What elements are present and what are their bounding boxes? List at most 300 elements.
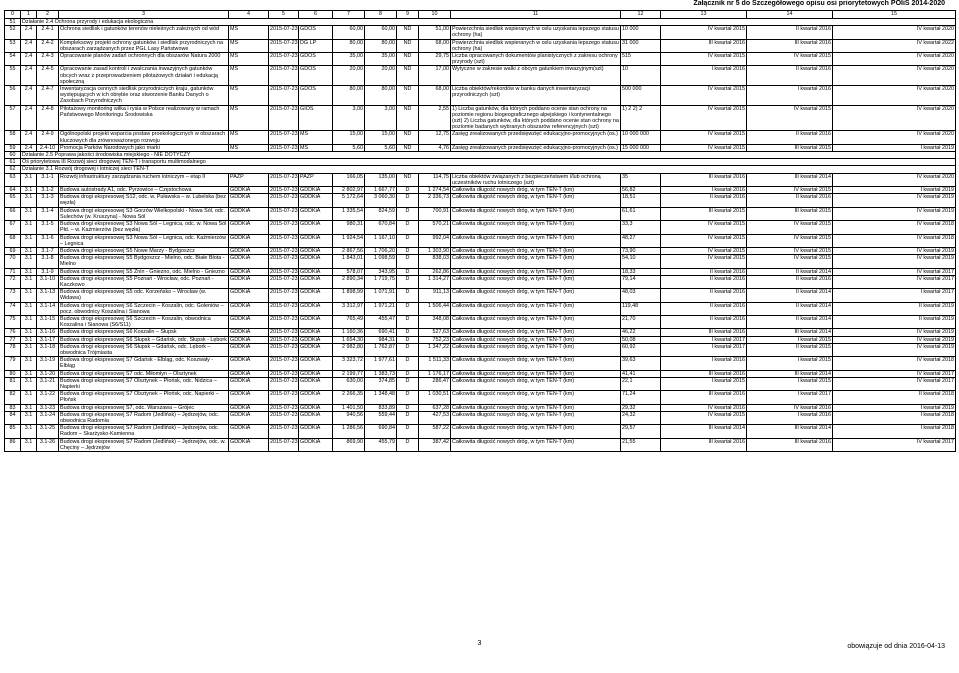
- table-cell: IV kwartał 2015: [661, 86, 747, 106]
- table-cell: 69: [5, 247, 21, 254]
- table-cell: 3.1-18: [37, 343, 59, 356]
- table-cell: 833,89: [365, 404, 397, 411]
- table-cell: 2 802,97: [333, 187, 365, 194]
- page-number: 3: [477, 640, 482, 647]
- table-cell: D: [397, 302, 419, 315]
- table-cell: 3.1-5: [37, 221, 59, 234]
- table-cell: 72: [5, 275, 21, 288]
- table-cell: Całkowita długość nowych dróg, w tym TEN-T (km): [451, 268, 621, 275]
- table-cell: IV kwartał 2017: [833, 275, 956, 288]
- table-cell: 752,23: [419, 336, 451, 343]
- table-cell: 80,00: [365, 39, 397, 52]
- table-cell: GDDKiA: [229, 207, 269, 220]
- table-cell: GDDKiA: [299, 302, 333, 315]
- table-cell: 1 176,17: [419, 370, 451, 377]
- table-cell: 2015-07-23: [269, 289, 299, 302]
- table-cell: 2015-07-23: [269, 357, 299, 370]
- table-cell: 3.1: [21, 357, 37, 370]
- table-row: [5, 173, 956, 186]
- table-cell: 3.1: [21, 425, 37, 438]
- table-cell: GDDKiA: [299, 438, 333, 451]
- table-cell: I kwartał 2015: [747, 336, 833, 343]
- table-cell: 10 000: [621, 26, 661, 39]
- table-cell: IV kwartał 2017: [833, 438, 956, 451]
- section-title: Oś priorytetowa III Rozwój sieci drogowej TEN-T i transportu multimodalnego: [21, 159, 956, 166]
- table-row: [5, 53, 956, 66]
- table-cell: IV kwartał 2015: [661, 144, 747, 151]
- table-cell: 15,00: [333, 131, 365, 144]
- table-cell: 559,44: [365, 411, 397, 424]
- table-cell: GDDKiA: [299, 187, 333, 194]
- table-cell: 3.1: [21, 343, 37, 356]
- table-cell: I kwartał 2015: [747, 357, 833, 370]
- table-cell: 4,76: [419, 144, 451, 151]
- table-cell: 2015-07-23: [270, 187, 298, 194]
- table-cell: Całkowita długość nowych dróg, w tym TEN-T (km): [451, 255, 621, 268]
- table-cell: GDDKiA: [229, 438, 269, 451]
- table-cell: Budowa drogi ekspresowej S7 Olsztynek – Płońsk, odc. Napierki – Płońsk: [59, 391, 229, 404]
- table-cell: D: [397, 275, 419, 288]
- table-cell: Powierzchnia siedlisk wspieranych w celu uzyskania lepszego statusu ochrony (ha): [452, 39, 619, 52]
- table-cell: 39,63: [621, 357, 661, 370]
- table-cell: 55: [5, 66, 21, 86]
- table-cell: 500 000: [621, 86, 661, 106]
- table-cell: 5,60: [365, 144, 397, 151]
- table-cell: IV kwartał 2015: [747, 234, 833, 247]
- header-note: Załącznik nr 5 do Szczegółowego opisu osi priorytetowych POIiŚ 2014-2020: [693, 0, 945, 7]
- table-cell: GDDKiA: [229, 377, 269, 390]
- table-cell: 64: [5, 187, 21, 194]
- table-cell: Budowa drogi ekspresowej S12, odc. w. Puławska – w. Lubelska (bez węzła): [59, 194, 229, 207]
- table-cell: GDDKiA: [299, 404, 333, 411]
- table-cell: 54,10: [621, 255, 661, 268]
- table-cell: Zasięg zrealizowanych przedsięwzięć edukacyjno-promocyjnych (os.): [451, 144, 621, 151]
- table-cell: GDDKiA: [299, 336, 333, 343]
- table-cell: 387,42: [419, 438, 451, 451]
- table-cell: D: [397, 234, 419, 247]
- table-cell: 68,00: [419, 39, 451, 52]
- table-cell: 1 383,73: [365, 370, 397, 377]
- table-cell: MŚ: [229, 39, 269, 52]
- table-cell: 75: [5, 315, 21, 328]
- table-cell: 3.1-8: [37, 255, 59, 268]
- table-cell: Promocja Parków Narodowych jako marki: [59, 144, 229, 151]
- table-cell: 77: [5, 336, 21, 343]
- table-cell: II kwartał 2014: [747, 289, 833, 302]
- table-cell: I kwartał 2016: [747, 86, 833, 106]
- table-cell: GDDKiA: [229, 275, 269, 288]
- table-cell: 1 286,56: [333, 425, 365, 438]
- table-cell: Rozwój infrastruktury zarządzania ruchem lotniczym – etap II: [59, 173, 229, 186]
- table-cell: 515: [621, 53, 661, 66]
- table-cell: II kwartał 2014: [747, 315, 833, 328]
- table-cell: 3.1: [21, 329, 37, 336]
- table-cell: 41,41: [621, 370, 661, 377]
- table-cell: 2.4-5: [37, 66, 59, 86]
- table-cell: III kwartał 2016: [661, 391, 747, 404]
- table-cell: GDDKiA: [299, 275, 333, 288]
- table-cell: I kwartał 2015: [747, 377, 833, 390]
- table-cell: GDDKiA: [229, 357, 269, 370]
- table-cell: I kwartał 2015: [661, 377, 747, 390]
- table-cell: 2015-07-23: [269, 86, 299, 106]
- table-cell: II kwartał 2016: [747, 194, 833, 207]
- table-cell: 570,21: [419, 221, 451, 234]
- table-cell: GDDKiA: [229, 391, 269, 404]
- table-cell: 3.1-23: [37, 404, 59, 411]
- table-cell: 911,13: [419, 289, 451, 302]
- table-cell: IV kwartał 2018: [833, 234, 956, 247]
- table-row: [5, 268, 956, 275]
- table-row: [5, 234, 956, 247]
- table-cell: II kwartał 2016: [747, 26, 833, 39]
- table-cell: D: [397, 289, 419, 302]
- table-cell: 82: [5, 391, 21, 404]
- table-cell: 2.4: [21, 26, 37, 39]
- table-cell: I kwartał 2016: [661, 66, 747, 86]
- table-cell: 66: [5, 207, 21, 220]
- table-cell: 2015-07-23: [269, 173, 299, 186]
- table-cell: 61,61: [621, 207, 661, 220]
- table-cell: 1 706,20: [365, 247, 397, 254]
- table-cell: GDOŚ: [299, 26, 333, 39]
- table-cell: 1 160,36: [333, 329, 365, 336]
- table-cell: MŚ: [229, 105, 269, 131]
- table-cell: GDDKiA: [229, 194, 269, 207]
- table-cell: II kwartał 2016: [747, 66, 833, 86]
- table-cell: GDDKiA: [299, 194, 333, 207]
- table-cell: IV kwartał 2019: [833, 343, 956, 356]
- table-cell: GDDKiA: [229, 425, 269, 438]
- table-cell: IV kwartał 2015: [661, 221, 747, 234]
- table-cell: IV kwartał 2015: [661, 105, 747, 131]
- table-cell: 51,00: [419, 26, 451, 39]
- table-cell: GDDKiA: [299, 329, 333, 336]
- table-cell: D: [397, 370, 419, 377]
- table-cell: 824,59: [365, 207, 397, 220]
- table-cell: 1 347,22: [419, 343, 451, 356]
- table-cell: GDDKiA: [299, 221, 333, 234]
- table-cell: Budowa drogi ekspresowej S3 Gorzów Wielkopolski - Nowa Sól, odc. Sulechów (w. Kruszyna) - Nowa Sól: [59, 207, 229, 220]
- column-header: 11: [451, 11, 621, 19]
- table-cell: MŚ: [299, 144, 333, 151]
- table-cell: 3.1-22: [37, 391, 59, 404]
- table-cell: 940,56: [333, 411, 365, 424]
- table-cell: 2015-07-23: [270, 336, 298, 343]
- table-cell: IV kwartał 2020: [833, 86, 956, 106]
- table-cell: 80,00: [365, 86, 397, 106]
- table-cell: GDDKiA: [229, 343, 269, 356]
- table-cell: 2015-07-23: [269, 66, 299, 86]
- table-cell: IV kwartał 2015: [661, 411, 747, 424]
- table-cell: 3 312,97: [333, 302, 365, 315]
- table-row: [5, 336, 956, 343]
- table-cell: IV kwartał 2017: [833, 370, 956, 377]
- table-cell: Budowa drogi ekspresowej S7 Olsztynek – Płońsk, odc. Nidzica – Napierki: [59, 377, 229, 390]
- column-header: 6: [299, 11, 333, 19]
- table-cell: 10: [621, 66, 661, 86]
- table-cell: 85: [5, 425, 21, 438]
- table-cell: GDOŚ: [299, 53, 333, 66]
- footer-date: obowiązuje od dnia 2016-04-13: [847, 643, 945, 650]
- row-number: 51: [5, 19, 21, 26]
- table-cell: 427,53: [419, 411, 451, 424]
- table-cell: 2015-07-23: [269, 105, 299, 131]
- table-cell: III kwartał 2014: [747, 370, 833, 377]
- table-cell: 3.1: [21, 255, 37, 268]
- table-cell: GDDKiA: [299, 255, 333, 268]
- table-cell: 65: [5, 194, 21, 207]
- table-cell: Budowa drogi ekspresowej S5 Żnin - Gniezno, odc. Mielno - Gniezno: [59, 268, 229, 275]
- table-cell: ND: [397, 86, 419, 106]
- table-cell: 2 867,56: [333, 247, 365, 254]
- table-cell: ND: [397, 173, 419, 186]
- table-cell: 3.1-16: [37, 329, 59, 336]
- table-cell: D: [397, 404, 419, 411]
- table-cell: Całkowita długość nowych dróg, w tym TEN-T (km): [451, 187, 621, 194]
- table-row: [5, 144, 956, 151]
- table-cell: 348,08: [419, 315, 451, 328]
- table-cell: Budowa drogi ekspresowej S7 Radom (Jedlińsk) – Jędrzejów, odc. obwodnica Radomia: [59, 411, 229, 424]
- table-cell: 86: [5, 438, 21, 451]
- table-cell: 3.1-24: [37, 411, 59, 424]
- table-cell: 35: [621, 173, 661, 186]
- table-cell: 2015-07-23: [269, 221, 299, 234]
- table-cell: Budowa drogi ekspresowej S5 odc. Korzeńsko – Wrocław (w. Widawa): [59, 289, 229, 302]
- table-cell: I kwartał 2019: [833, 404, 956, 411]
- table-cell: 1 167,10: [365, 234, 397, 247]
- table-cell: 1 898,99: [333, 289, 365, 302]
- table-cell: 2015-07-23: [269, 194, 299, 207]
- table-cell: D: [397, 411, 419, 424]
- table-cell: GDDKiA: [299, 391, 333, 404]
- table-row: [5, 302, 956, 315]
- table-cell: 455,47: [365, 315, 397, 328]
- table-cell: 1 071,91: [365, 289, 397, 302]
- table-cell: GDDKiA: [229, 255, 269, 268]
- table-cell: I kwartał 2017: [833, 289, 956, 302]
- table-cell: 1 971,21: [365, 302, 397, 315]
- table-cell: 3 060,30: [365, 194, 397, 207]
- table-cell: 71,24: [621, 391, 661, 404]
- table-cell: Wytyczne w zakresie walki z obcym gatunkiem inwazyjnym(szt): [451, 66, 621, 86]
- table-cell: 73,90: [621, 247, 661, 254]
- table-cell: III kwartał 2014: [661, 425, 747, 438]
- table-cell: 3.1-14: [37, 302, 59, 315]
- table-cell: II kwartał 2014: [747, 302, 833, 315]
- table-cell: 2 266,35: [333, 391, 365, 404]
- table-cell: 1 401,50: [333, 404, 365, 411]
- table-cell: IV kwartał 2020: [833, 26, 956, 39]
- table-row: [5, 315, 956, 328]
- table-cell: 2 199,77: [333, 370, 365, 377]
- table-cell: 35,00: [333, 53, 365, 66]
- table-cell: 76: [5, 329, 21, 336]
- table-cell: 984,31: [365, 336, 397, 343]
- table-cell: D: [397, 247, 419, 254]
- table-cell: GDDKiA: [229, 329, 269, 336]
- table-cell: 2015-07-23: [269, 207, 299, 220]
- table-cell: 15 000 000: [621, 144, 661, 151]
- table-row: [5, 438, 956, 451]
- table-cell: 52: [5, 26, 21, 39]
- table-cell: 53: [5, 39, 21, 52]
- table-cell: II kwartał 2014: [747, 268, 833, 275]
- section-row: [5, 19, 956, 26]
- table-cell: 33,3: [621, 221, 661, 234]
- table-cell: I kwartał 2016: [747, 411, 833, 424]
- table-cell: Ochrona siedlisk i gatunków terenów nieleśnych zależnych od wód: [59, 26, 229, 39]
- table-cell: 68,00: [419, 86, 451, 106]
- column-header: 8: [365, 11, 397, 19]
- table-cell: Całkowita długość nowych dróg, w tym TEN-T (km): [451, 315, 621, 328]
- table-cell: 1 762,87: [365, 343, 397, 356]
- table-cell: 3.1-10: [37, 275, 59, 288]
- section-row: [5, 152, 956, 159]
- column-header: 13: [661, 11, 747, 19]
- table-cell: IV kwartał 2019: [833, 247, 956, 254]
- table-row: [5, 207, 956, 220]
- column-header: 5: [269, 11, 299, 19]
- table-cell: GDDKiA: [229, 411, 269, 424]
- table-cell: MŚ: [229, 86, 269, 106]
- table-cell: 3.1: [21, 438, 37, 451]
- table-cell: Ogólnopolski projekt wsparcia postaw proekologicznych w obszarach kluczowych dla zrównoważonego rozwoju: [59, 131, 229, 144]
- table-cell: 5,60: [333, 144, 365, 151]
- table-cell: 670,84: [365, 221, 397, 234]
- table-cell: 2.4: [21, 66, 37, 86]
- table-cell: Zasięg zrealizowanych przedsięwzięć edukacyjno-promocyjnych (os.): [451, 131, 621, 144]
- table-cell: 1 667,77: [365, 187, 397, 194]
- table-cell: Opracowanie zasad kontroli i zwalczania inwazyjnych gatunków obcych wraz z przeprowadzeniem pilotażowych działań i edukacją społeczną: [59, 66, 229, 86]
- table-cell: 24,32: [621, 411, 661, 424]
- table-cell: 17,00: [419, 66, 451, 86]
- table-cell: II kwartał 2019: [833, 315, 956, 328]
- table-cell: GIOŚ: [299, 105, 333, 131]
- table-cell: 3.1-2: [37, 187, 59, 194]
- table-cell: 992,04: [419, 234, 451, 247]
- table-cell: IV kwartał 2020: [833, 66, 956, 86]
- table-cell: IV kwartał 2017: [833, 377, 956, 390]
- table-cell: 56: [5, 86, 21, 106]
- table-cell: MŚ: [229, 131, 269, 144]
- table-cell: 29,32: [621, 404, 661, 411]
- table-cell: 60,00: [333, 26, 365, 39]
- table-row: [5, 221, 956, 234]
- table-row: [5, 86, 956, 106]
- table-row: [5, 26, 956, 39]
- table-cell: GDDKiA: [299, 357, 333, 370]
- table-row: [5, 131, 956, 144]
- table-cell: I kwartał 2018: [833, 411, 956, 424]
- table-cell: 3.1: [21, 336, 37, 343]
- table-cell: Budowa drogi ekspresowej S7 Radom (Jedlińsk) – Jędrzejów, odc. Radom – Skarżysko-Kamienna: [59, 425, 229, 438]
- table-cell: IV kwartał 2015: [661, 234, 747, 247]
- table-row: [5, 275, 956, 288]
- table-cell: III kwartał 2014: [747, 425, 833, 438]
- table-cell: 3.1-17: [37, 336, 59, 343]
- table-cell: IV kwartał 2015: [661, 247, 747, 254]
- table-cell: 3.1: [21, 404, 37, 411]
- table-cell: Całkowita długość nowych dróg, w tym TEN-T (km): [451, 289, 621, 302]
- table-cell: Całkowita długość nowych dróg, w tym TEN-T (km): [451, 377, 621, 390]
- table-cell: ND: [397, 144, 419, 151]
- table-cell: MŚ: [229, 144, 269, 151]
- table-cell: 3.1: [21, 268, 37, 275]
- table-cell: Liczba obiektów/rekordów w banku danych inwentaryzacji przyrodniczych (szt): [451, 86, 621, 106]
- table-cell: Całkowita długość nowych dróg, w tym TEN-T (km): [451, 234, 621, 247]
- table-cell: 1 719,75: [365, 275, 397, 288]
- table-cell: D: [397, 207, 419, 220]
- table-cell: 3.1: [21, 302, 37, 315]
- table-cell: 455,79: [365, 438, 397, 451]
- section-title: Działanie 2.5 Poprawa jakości środowiska miejskiego - NIE DOTYCZY: [21, 152, 956, 159]
- table-cell: 78: [5, 343, 21, 356]
- table-cell: MŚ: [229, 66, 269, 86]
- table-cell: II kwartał 2016: [661, 289, 747, 302]
- table-cell: MŚ: [229, 26, 269, 39]
- table-cell: III kwartał 2016: [661, 370, 747, 377]
- table-cell: II kwartał 2016: [661, 302, 747, 315]
- section-row: [5, 166, 956, 173]
- table-row: [5, 343, 956, 356]
- table-cell: 3.1-1: [37, 173, 59, 186]
- table-cell: IV kwartał 2020: [833, 131, 956, 144]
- table-cell: 56,82: [621, 187, 661, 194]
- table-cell: III kwartał 2014: [747, 173, 833, 186]
- table-cell: GDDKiA: [299, 289, 333, 302]
- table-cell: 3.1: [21, 315, 37, 328]
- table-cell: GDDKiA: [229, 370, 269, 377]
- table-cell: III kwartał 2015: [747, 207, 833, 220]
- table-cell: IV kwartał 2015: [661, 131, 747, 144]
- table-cell: D: [397, 438, 419, 451]
- table-cell: II kwartał 2019: [833, 302, 956, 315]
- table-cell: 3.1-26: [37, 438, 59, 451]
- column-header: 1: [21, 11, 37, 19]
- table-cell: 21,55: [621, 438, 661, 451]
- table-cell: 80,00: [333, 86, 365, 106]
- table-cell: IV kwartał 2015: [661, 26, 747, 39]
- table-row: [5, 404, 956, 411]
- table-cell: D: [397, 343, 419, 356]
- table-cell: 1 098,59: [365, 255, 397, 268]
- table-cell: 343,95: [365, 268, 397, 275]
- table-cell: 1 511,33: [419, 357, 451, 370]
- table-row: [5, 194, 956, 207]
- table-cell: 46,22: [621, 329, 661, 336]
- table-cell: GDOŚ: [299, 66, 333, 86]
- table-cell: 58: [5, 131, 21, 144]
- table-cell: 2015-07-23: [269, 377, 299, 390]
- table-cell: MŚ: [299, 131, 333, 144]
- table-cell: Całkowita długość nowych dróg, w tym TEN-T (km): [451, 302, 621, 315]
- table-cell: 262,86: [419, 268, 451, 275]
- table-row: [5, 105, 956, 131]
- table-row: [5, 289, 956, 302]
- table-cell: ND: [397, 105, 419, 131]
- table-cell: GDDKiA: [299, 370, 333, 377]
- column-header: 2: [37, 11, 59, 19]
- table-cell: 3.1-21: [37, 377, 59, 390]
- table-cell: GDDKiA: [299, 247, 333, 254]
- row-number: 62: [5, 166, 21, 173]
- table-cell: D: [397, 329, 419, 336]
- table-cell: Całkowita długość nowych dróg, w tym TEN-T (km): [451, 336, 621, 343]
- table-cell: 20,00: [365, 66, 397, 86]
- table-cell: 2.4: [21, 86, 37, 106]
- table-cell: 630,00: [333, 377, 365, 390]
